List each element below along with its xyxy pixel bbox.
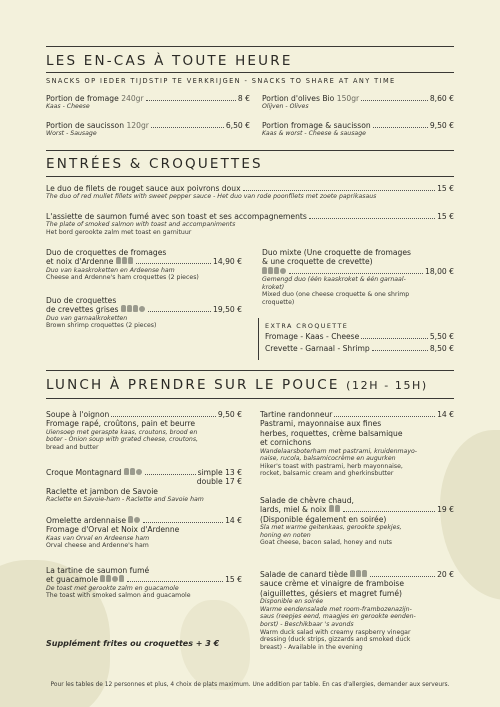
- divider: [46, 46, 454, 47]
- allergen-icon: [134, 517, 140, 523]
- menu-item: Portion d'olives Bio 150gr 8,60 € Olijven - Olives: [262, 94, 454, 111]
- allergen-icon: [122, 257, 127, 264]
- allergen-icon: [262, 267, 267, 274]
- allergen-icon: [268, 267, 273, 274]
- allergen-icon: [130, 468, 135, 475]
- menu-item: Portion de fromage 240gr 8 € Kaas - Cheese: [46, 94, 250, 111]
- allergen-icon: [350, 570, 355, 577]
- menu-item: Portion fromage & saucisson 9,50 € Kaas & worst - Cheese & sausage: [262, 121, 454, 138]
- allergen-icon: [124, 468, 129, 475]
- allergen-icon: [362, 570, 367, 577]
- allergen-icon: [106, 575, 111, 582]
- allergen-icon: [119, 575, 124, 582]
- menu-item: Croque Montagnard simple 13 € double 17 € Raclette et jambon de Savoie Raclette en Savoie-ham - Raclette and Savoie ham: [46, 468, 242, 504]
- allergen-icon: [335, 505, 340, 512]
- allergen-icon: [100, 575, 105, 582]
- extra-title: EXTRA CROQUETTE: [265, 322, 349, 330]
- section-title-entrees: ENTRÉES & CROQUETTES: [46, 156, 263, 172]
- menu-item: Fromage - Kaas - Cheese 5,50 €: [265, 332, 454, 341]
- menu-item: Tartine randonneur 14 € Pastrami, mayonnaise aux fines herbes, roquettes, crème balsamique et cornichons Wandelaarsboterham met pastrami, kruidenmayo- naise, rucola, balsamicocrème en augurken Hiker's toast with pastrami, herb mayonnaise, rocket, balsamic cream and gherkinsbutter: [260, 410, 454, 478]
- menu-item: Duo de croquettes de fromages et noix d'Ardenne 14,90 € Duo van kaaskroketten en Ardeense ham Cheese and Ardenne's ham croquettes (2 pieces): [46, 248, 242, 282]
- allergen-icon: [128, 257, 133, 264]
- snacks-subtitle: SNACKS OP IEDER TIJDSTIP TE VERKRIJGEN - SNACKS TO SHARE AT ANY TIME: [46, 77, 396, 85]
- menu-item: Duo de croquettes de crevettes grises 19,50 € Duo van garnaalkroketten Brown shrimp croquettes (2 pieces): [46, 296, 242, 330]
- menu-item: L'assiette de saumon fumé avec son toast et ses accompagnements 15 € The plate of smoked salmon with toast and accompaniments Het bord gerookte zalm met toast en garnituur: [46, 212, 454, 236]
- section-title-snacks: LES EN-CAS À TOUTE HEURE: [46, 53, 293, 69]
- allergen-icon: [280, 268, 286, 274]
- allergen-icon: [139, 306, 145, 312]
- divider: [46, 398, 454, 399]
- menu-item: La tartine de saumon fumé et guacamole 15 € De toast met gerookte zalm en guacamole The toast with smoked salmon and guacamole: [46, 566, 242, 600]
- allergen-icon: [274, 267, 279, 274]
- menu-item: Le duo de filets de rouget sauce aux poivrons doux 15 € The duo of red mullet fillets with sweet pepper sauce - Het duo van rode poonfilets met zoete paprikasaus: [46, 184, 454, 201]
- menu-item: Soupe à l'oignon 9,50 € Fromage rapé, croûtons, pain et beurre Uiensoep met geraspte kaas, croutons, brood en boter - Onion soup with grated cheese, croutons, bread and butter: [46, 410, 242, 451]
- extra-croquette-box: [258, 318, 454, 360]
- divider: [46, 150, 454, 151]
- footer-note: Pour les tables de 12 personnes et plus, 4 choix de plats maximum. Une addition par table. En cas d'allergies, demander aux serveurs.: [50, 682, 450, 688]
- allergen-icon: [112, 576, 118, 582]
- allergen-icon: [136, 469, 142, 475]
- allergen-icon: [116, 257, 121, 264]
- allergen-icon: [121, 305, 126, 312]
- divider: [46, 370, 454, 371]
- menu-item: Crevette - Garnaal - Shrimp 8,50 €: [265, 344, 454, 354]
- menu-item: Salade de canard tiède 20 € sauce crème et vinaigre de framboise (aiguillettes, gésiers et magret fumé) Disponible en soirée Warme eendensalade met room-frambozenazijn- saus (reepjes eend, maagjes en gerookte eenden- borst) - Beschikbaar 's avonds Warm duck salad with creamy raspberry vinegar dressing (duck strips, gizzards and smoked duck breast) - Available in the evening: [260, 570, 454, 651]
- allergen-icon: [133, 305, 138, 312]
- supplement-note: Supplément frites ou croquettes + 3 €: [46, 639, 220, 648]
- allergen-icon: [127, 305, 132, 312]
- menu-item: Salade de chèvre chaud, lards, miel & noix 19 € (Disponible également en soirée) Sla met warme geitenkaas, gerookte spekjes, honing en noten Goat cheese, bacon salad, honey and nuts: [260, 496, 454, 547]
- divider: [46, 176, 454, 177]
- menu-item: Duo mixte (Une croquette de fromages & une croquette de crevette) 18,00 € Gemengd duo (één kaaskroket & één garnaal- kroket) Mixed duo (one cheese croquette & one shrimp croquette): [262, 248, 454, 306]
- allergen-icon: [329, 505, 334, 512]
- menu-item: Portion de saucisson 120gr 6,50 € Worst - Sausage: [46, 121, 250, 138]
- allergen-icon: [356, 570, 361, 577]
- allergen-icon: [128, 516, 133, 523]
- section-title-lunch: LUNCH À PRENDRE SUR LE POUCE (12H - 15H): [46, 377, 428, 393]
- divider: [46, 72, 454, 73]
- menu-item: Omelette ardennaise 14 € Fromage d'Orval et Noix d'Ardenne Kaas van Orval en Ardeense ham Orval cheese and Ardenne's ham: [46, 516, 242, 550]
